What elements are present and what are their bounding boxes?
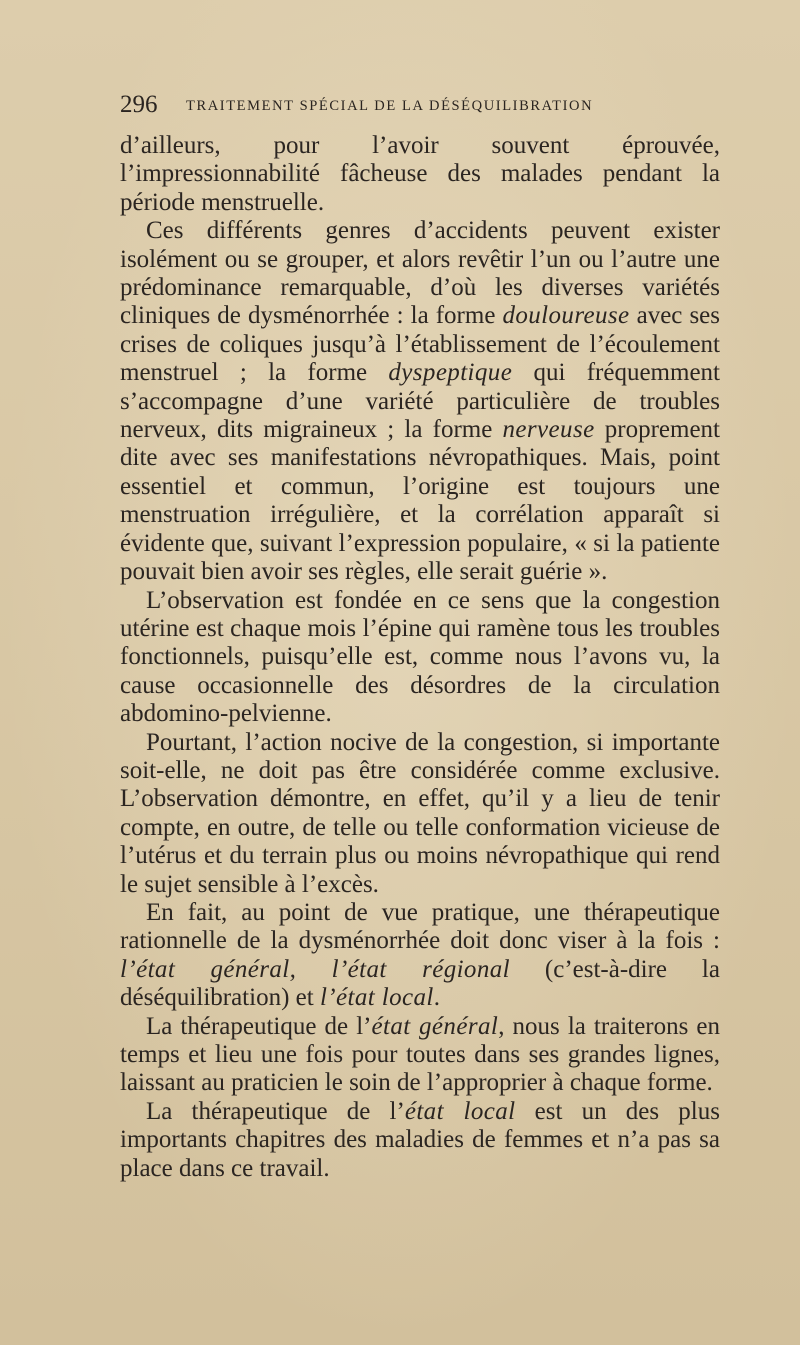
paragraph: [120, 729, 720, 899]
text-run: qui fréquemment s’accompagne d’une variété particulière de troubles nerveux, dits migraineux ; la forme: [120, 359, 720, 444]
paragraph: [120, 1013, 720, 1098]
italic-text: douloureuse: [502, 302, 630, 330]
italic-text: état général: [371, 1012, 499, 1040]
text-run: , nous la traiterons en temps et lieu une fois pour toutes dans ses grandes lignes, laissant au praticien le soin de l’approprier à chaque forme.: [120, 1012, 721, 1097]
italic-text: dyspeptique: [388, 359, 513, 387]
italic-text: l’état local: [319, 984, 434, 1012]
italic-text: l’état général, l’état régional: [120, 955, 510, 983]
text-run: La thérapeutique de l’: [146, 1012, 372, 1040]
text-run: (c’est-à-dire la déséquilibration) et: [120, 955, 720, 1012]
text-run: Pourtant, l’action nocive de la congestion, si importante soit-elle, ne doit pas être considérée comme exclusive. L’observation démontre, en effet, qu’il y a lieu de tenir compte, en outre, de telle ou telle conformation vicieuse de l’utérus et du terrain plus ou moins névropathique qui rend le sujet sensible à l’excès.: [120, 728, 720, 898]
italic-text: nerveuse: [502, 416, 595, 444]
body-text: [120, 132, 720, 1183]
text-run: proprement dite avec ses manifestations névropathiques. Mais, point essentiel et commun, l’origine est toujours une menstruation irrégulière, et la corrélation apparaît si évidente que, suivant l’expression populaire, « si la patiente pouvait bien avoir ses règles, elle serait guérie ».: [120, 416, 720, 586]
page-header: [120, 90, 720, 120]
italic-text: état local: [404, 1097, 516, 1125]
text-run: .: [433, 984, 440, 1012]
text-run: En fait, au point de vue pratique, une thérapeutique rationnelle de la dysménorrhée doit donc viser à la fois :: [120, 898, 720, 955]
paragraph: [120, 899, 720, 1013]
page-number: 296: [120, 91, 158, 118]
text-run: d’ailleurs, pour l’avoir souvent éprouvée, l’impressionnabilité fâcheuse des malades pendant la période menstruelle.: [120, 132, 720, 216]
paragraph: [120, 587, 720, 729]
paragraph: [120, 132, 720, 217]
text-run: La thérapeutique de l’: [146, 1097, 405, 1125]
text-run: avec ses crises de coliques jusqu’à l’établissement de l’écoulement menstruel ; la forme: [120, 302, 720, 387]
paragraph: [120, 1098, 720, 1183]
running-title: TRAITEMENT SPÉCIAL DE LA DÉSÉQUILIBRATION: [186, 98, 594, 114]
text-run: Ces différents genres d’accidents peuvent exister isolément ou se grouper, et alors revêtir l’un ou l’autre une prédominance remarquable, d’où les diverses variétés cliniques de dysménorrhée : la forme: [120, 217, 720, 330]
paragraph: [120, 217, 720, 586]
text-run: est un des plus importants chapitres des maladies de femmes et n’a pas sa place dans ce travail.: [120, 1097, 720, 1182]
text-run: L’observation est fondée en ce sens que la congestion utérine est chaque mois l’épine qui ramène tous les troubles fonctionnels, puisqu’elle est, comme nous l’avons vu, la cause occasionnelle des désordres de la circulation abdomino-pelvienne.: [120, 586, 720, 728]
